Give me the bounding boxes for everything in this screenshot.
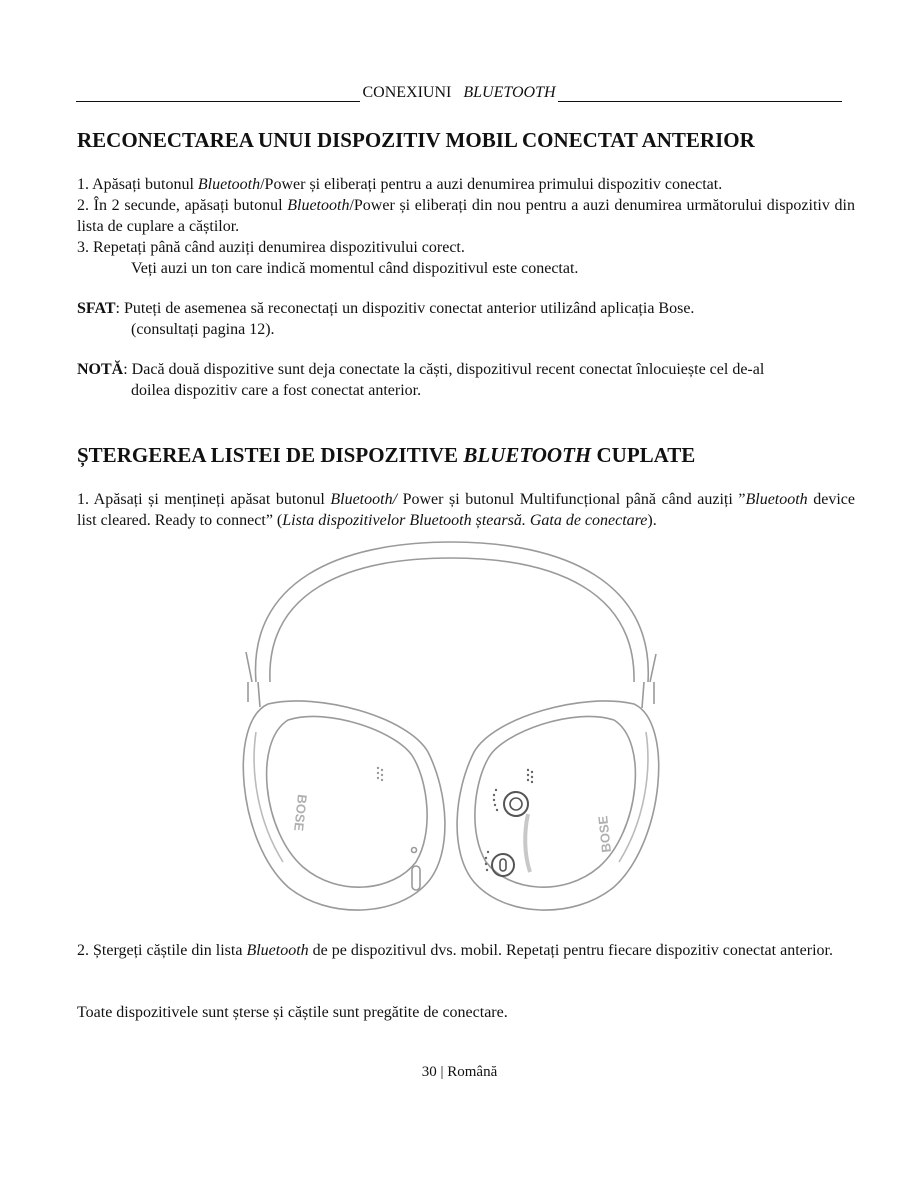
note-text: : Dacă două dispozitive sunt deja conectate la căști, dispozitivul recent conectat înlocuiește cel de-al — [123, 361, 765, 378]
headphones-illustration — [228, 532, 674, 922]
step1: 1. Apăsați butonul Bluetooth/Power și eliberați pentru a auzi denumirea primului dispozitiv conectat. — [77, 176, 723, 193]
multifunction-button — [504, 792, 528, 816]
section2-title: ȘTERGEREA LISTEI DE DISPOZITIVE BLUETOOTH CUPLATE — [77, 443, 696, 467]
left-earcup — [243, 701, 445, 910]
note — [77, 359, 855, 401]
section1-steps — [77, 174, 855, 279]
step3: 3. Repetați până când auziți denumirea dispozitivului corect. — [77, 239, 465, 256]
final-note: Toate dispozitivele sunt șterse și căștile sunt pregătite de conectare. — [77, 1004, 508, 1021]
header-section: CONEXIUNI — [362, 84, 452, 101]
tip — [77, 298, 855, 340]
note-label: NOTĂ — [77, 361, 124, 378]
page-number: 30 — [421, 1064, 437, 1080]
header-rule-right — [558, 86, 842, 102]
headband — [246, 542, 656, 708]
note-cont: doilea dispozitiv care a fost conectat anterior. — [131, 382, 422, 399]
header-rule-left — [76, 86, 360, 102]
right-earcup — [457, 701, 659, 910]
right-bose-logo: BOSE — [595, 815, 614, 854]
header-text — [360, 84, 557, 102]
tip-label: SFAT — [77, 300, 116, 317]
section2-step2: 2. Ștergeți căștile din lista Bluetooth de pe dispozitivul dvs. mobil. Repetați pentru fiecare dispozitiv conectat anterior. — [77, 942, 833, 959]
header-topic: BLUETOOTH — [463, 84, 556, 101]
step2: 2. În 2 secunde, apăsați butonul Bluetooth/Power și eliberați din nou pentru a auzi denumirea următorului dispozitiv din lista de cuplare a căștilor. — [77, 197, 855, 235]
running-header — [76, 84, 842, 102]
section1-title: RECONECTAREA UNUI DISPOZITIV MOBIL CONECTAT ANTERIOR — [77, 128, 755, 152]
footer-language: Română — [447, 1064, 498, 1080]
tip-ref: (consultați pagina 12). — [131, 321, 275, 338]
bluetooth-power-button — [492, 854, 514, 876]
step3-sub: Veți auzi un ton care indică momentul când dispozitivul este conectat. — [131, 260, 579, 277]
section2-step1: 1. Apăsați și mențineți apăsat butonul Bluetooth/ Power și butonul Multifuncțional până când auziți ”Bluetooth device list cleared. Ready to connect” (Lista dispozitivelor Bluetooth ștearsă. Gata de conectare). — [77, 491, 856, 529]
left-bose-logo: BOSE — [291, 793, 310, 832]
page-footer: 30 | Română — [421, 1064, 498, 1080]
tip-text: : Puteți de asemenea să reconectați un dispozitiv conectat anterior utilizând aplicația Bose. — [115, 300, 695, 317]
